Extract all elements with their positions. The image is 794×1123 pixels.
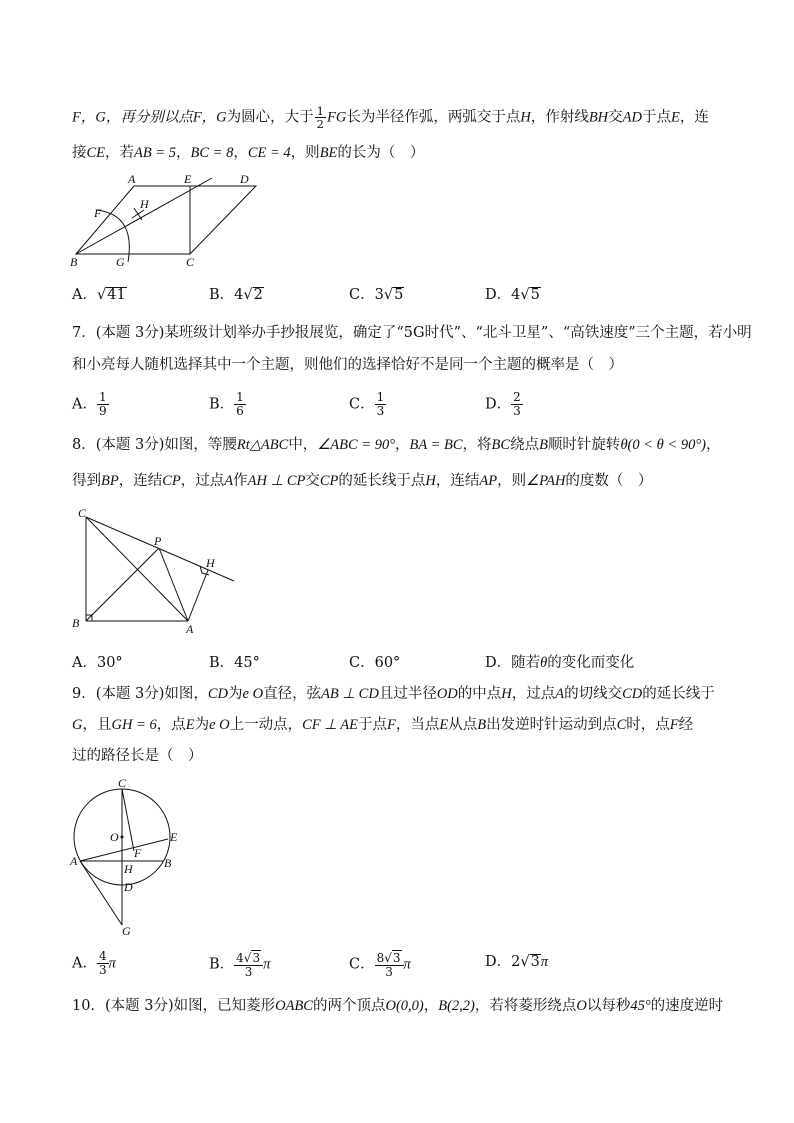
sqrt-icon: √: [243, 287, 253, 303]
q6-l1-f: H: [520, 109, 531, 126]
q9-opt-c-coef: 8: [376, 951, 385, 965]
q7-option-a[interactable]: [72, 391, 109, 418]
q6-opt-a-label: A．: [72, 287, 97, 303]
q8-opt-d-post: 的变化而变化: [547, 655, 635, 671]
q9-option-d[interactable]: [485, 950, 548, 974]
q6-l2-d: AB = 5: [134, 145, 177, 161]
q7-opt-b-num: 1: [236, 390, 244, 404]
q9-label-b: B: [164, 856, 172, 870]
q6-l2-f: BC = 8: [190, 145, 234, 161]
q9-opt-c-label: C．: [349, 956, 375, 973]
q8-opt-c-value: 60°: [374, 655, 401, 671]
q9-opt-c-frac: [375, 950, 404, 979]
q8-l1-e: ，: [395, 437, 410, 453]
q7-opt-b-label: B．: [209, 396, 235, 413]
q10-j: 45°: [630, 998, 651, 1014]
q10-text-line-1: [72, 995, 723, 1017]
q6-label-b: B: [70, 255, 78, 268]
q6-l1-l: E: [671, 109, 680, 126]
q9-l1-l: A: [555, 686, 565, 702]
q9-tangent-ag: [80, 861, 122, 925]
q6-label-g: G: [116, 255, 125, 268]
q9-label-o: O: [110, 830, 119, 844]
q9-option-c[interactable]: [349, 950, 411, 979]
q8-opt-a-label: A．: [72, 655, 97, 671]
q6-option-b[interactable]: [209, 283, 264, 307]
q8-label-a: A: [186, 622, 194, 635]
q6-l1-m: ，连: [679, 109, 709, 126]
q9-label-e: E: [170, 830, 178, 844]
q8-opt-b-label: B．: [209, 655, 235, 671]
q9-opt-b-num: [234, 950, 263, 966]
q9-l1-c: 为: [228, 686, 243, 702]
q6-l1-i: 交: [608, 109, 623, 126]
q7-option-d[interactable]: [485, 391, 523, 418]
q9-opt-b-den: 3: [244, 965, 253, 979]
q8-l1-d: ∠ABC = 90°: [317, 437, 396, 453]
q9-l2-n: 从点: [448, 717, 478, 733]
q9-label-f: F: [134, 846, 142, 860]
q10-b: OABC: [275, 998, 313, 1014]
sqrt-icon: √: [520, 287, 530, 303]
q8-l1-k: 顺时针旋转: [547, 437, 621, 453]
q6-l2-a: 接: [72, 145, 87, 161]
q8-option-a[interactable]: [72, 651, 123, 675]
q8-text-line-1: [72, 434, 720, 456]
q8-l2-n: AP: [479, 473, 498, 489]
q8-l1-l: θ(0 < θ < 90°): [620, 437, 706, 453]
q6-opt-a-radicand: 41: [107, 287, 126, 303]
q8-opt-d-label: D．: [485, 655, 512, 671]
q9-l1-n: CD: [622, 686, 643, 702]
q9-label-g: G: [122, 924, 131, 937]
q6-parallelogram: [76, 186, 256, 254]
q9-opt-a-frac: [97, 950, 109, 977]
q9-l1-b: CD: [207, 686, 229, 702]
q6-l1-k: 于点: [642, 109, 672, 126]
q9-opt-d-label: D．: [485, 954, 512, 970]
q9-opt-c-radicand: 3: [392, 951, 401, 965]
q6-l2-h: CE = 4: [247, 145, 291, 161]
q6-opt-b-radicand: 2: [253, 287, 263, 303]
q9-option-b[interactable]: [209, 950, 270, 979]
q9-opt-b-coef: 4: [236, 951, 244, 965]
q8-l1-m: ，: [705, 437, 721, 453]
q6-label-h: H: [140, 197, 149, 211]
q10-h: O: [576, 998, 587, 1014]
q9-l1-o: 的延长线于: [642, 686, 715, 702]
q6-opt-d-label: D．: [485, 287, 512, 303]
q7-option-b[interactable]: [209, 391, 246, 418]
q9-l2-e: E: [185, 717, 195, 733]
sqrt-icon: √: [96, 287, 107, 303]
q7-opt-a-den: 9: [98, 404, 107, 418]
q8-l2-e: ，过点: [180, 473, 225, 489]
sqrt-icon: √: [243, 951, 252, 965]
q8-l2-p: ∠PAH: [526, 473, 566, 489]
q10-k: 的速度逆时: [650, 998, 724, 1014]
q8-label-p: P: [154, 534, 162, 548]
q7-opt-a-frac: [97, 391, 109, 418]
q10-g: ，若将菱形绕点: [474, 998, 577, 1014]
q9-l2-g: e O: [209, 717, 230, 733]
q6-opt-d-radicand: 5: [530, 287, 540, 303]
q7-opt-c-frac: [375, 391, 387, 418]
q9-opt-c-num: [375, 950, 404, 966]
q7-opt-d-label: D．: [485, 396, 512, 413]
sqrt-icon: √: [520, 954, 530, 970]
q9-l2-r: 时，点: [626, 717, 670, 733]
q8-opt-d-theta: θ: [540, 655, 548, 671]
q6-frac-den: 2: [316, 117, 324, 131]
q9-l1-f: AB ⊥ CD: [321, 686, 379, 702]
q9-l2-j: 于点: [358, 717, 387, 733]
q6-label-d: D: [240, 172, 249, 186]
q8-label-h: H: [206, 556, 215, 570]
q9-l2-k: F: [387, 717, 396, 733]
q8-l1-i: 绕点: [510, 437, 540, 453]
q6-text-line-2: [72, 142, 424, 164]
q10-d: O(0,0): [385, 998, 424, 1014]
q9-l2-f: 为: [194, 717, 210, 733]
q9-l2-b: ，且: [82, 717, 112, 733]
q6-fraction-half: [315, 105, 326, 130]
q8-text-line-2: [72, 470, 652, 492]
q9-opt-b-label: B．: [209, 956, 235, 973]
q6-l2-i: ，则: [290, 145, 320, 161]
q9-l2-m: E: [439, 717, 449, 733]
q6-l1-j: AD: [622, 109, 643, 126]
q9-opt-c-pi: π: [403, 956, 411, 973]
q6-opt-c-coef: 3: [374, 287, 384, 303]
q8-l2-m: ，连结: [435, 473, 480, 489]
q6-opt-b-label: B．: [209, 287, 235, 303]
q8-l2-h: AH ⊥ CP: [247, 473, 306, 489]
q7-opt-d-frac: [511, 391, 523, 418]
q6-opt-b-coef: 4: [234, 287, 244, 303]
q9-opt-b-pi: π: [263, 956, 271, 973]
q9-l1-m: 的切线交: [564, 686, 623, 702]
q9-l1-j: H: [501, 686, 512, 702]
q9-label-h: H: [124, 862, 133, 876]
q8-option-b[interactable]: [209, 651, 260, 675]
q8-l2-k: 的延长线于点: [338, 473, 426, 489]
q6-l2-g: ，: [233, 145, 248, 161]
q7-text-line-2: 和小亮每人随机选择其中一个主题，则他们的选择恰好不是同一个主题的概率是（ ）: [72, 357, 623, 373]
q6-l1-c: 为圆心，大于: [226, 109, 314, 126]
q8-l1-g: ，将: [462, 437, 492, 453]
q9-l2-c: GH = 6: [111, 717, 157, 733]
q9-l1-k: ，过点: [511, 686, 556, 702]
q6-l2-b: CE: [86, 145, 106, 161]
q7-opt-b-frac: [234, 391, 246, 418]
q9-opt-b-radicand: 3: [252, 951, 261, 965]
q6-frac-num: 1: [316, 104, 324, 118]
q9-segment-cf: [122, 789, 134, 851]
q8-l1-h: BC: [491, 437, 511, 453]
q6-opt-d-coef: 4: [511, 287, 521, 303]
q7-text-line-1: 7．(本题 3分)某班级计划举办手抄报展览，确定了“5G时代”、“北斗卫星”、“高铁速度”三个主题，若小明: [72, 325, 752, 341]
q8-l2-q: 的度数（ ）: [565, 473, 653, 489]
q6-options: [72, 283, 732, 307]
q9-l1-i: 的中点: [457, 686, 502, 702]
q9-l2-i: CF ⊥ AE: [302, 717, 358, 733]
q7-opt-a-label: A．: [72, 396, 97, 413]
q9-l2-a: G: [72, 717, 83, 733]
q6-label-a: A: [128, 172, 136, 186]
q8-l2-d: CP: [162, 473, 181, 489]
q6-l1-h: BH: [588, 109, 609, 126]
q6-label-c: C: [186, 255, 195, 268]
q9-opt-d-pi: π: [540, 954, 549, 970]
q10-f: B(2,2): [438, 998, 475, 1014]
q9-opt-a-den: 3: [98, 963, 107, 977]
q9-l2-s: F: [669, 717, 679, 733]
q8-opt-b-value: 45°: [234, 655, 260, 671]
q9-label-c: C: [118, 777, 127, 790]
q9-text-line-2: [72, 714, 693, 736]
q6-l1-a: F，G，再分别以点: [72, 109, 193, 126]
sqrt-icon: √: [383, 287, 394, 303]
q7-opt-c-den: 3: [376, 404, 385, 418]
q9-text-line-1: [72, 683, 715, 705]
q10-a: 10．(本题 3分)如图，已知菱形: [72, 998, 276, 1014]
q9-l1-e: 直径，弦: [263, 686, 322, 702]
q9-l2-d: ，点: [156, 717, 186, 733]
q6-l2-e: ，: [176, 145, 191, 161]
q8-l1-j: B: [539, 437, 548, 453]
q9-opt-a-pi: π: [108, 955, 116, 972]
q8-triangle-figure: [68, 505, 243, 635]
q6-text-line-1: [72, 105, 709, 130]
q9-l1-d: e O: [242, 686, 264, 702]
q8-l1-c: 中，: [288, 437, 318, 453]
q6-l2-j: BE: [319, 145, 338, 161]
q6-label-e: E: [184, 172, 192, 186]
q8-segment-ah: [188, 570, 208, 621]
q7-option-c[interactable]: [349, 391, 386, 418]
q9-options: [72, 950, 732, 980]
sqrt-icon: √: [384, 951, 392, 965]
q9-l2-l: ，当点: [395, 717, 440, 733]
q9-l2-o: B: [477, 717, 487, 733]
q9-l2-p: 出发逆时针运动到点: [486, 717, 617, 733]
q9-option-a[interactable]: [72, 950, 116, 977]
q6-option-c[interactable]: [349, 283, 404, 307]
q8-l2-a: 得到: [72, 473, 101, 489]
q6-opt-c-radicand: 5: [394, 287, 404, 303]
q9-center-dot: [121, 836, 124, 839]
q8-l1-b: Rt△ABC: [236, 437, 289, 453]
q8-option-c[interactable]: [349, 651, 400, 675]
q9-text-line-3: 过的路径长是（ ）: [72, 748, 203, 764]
q7-options: [72, 391, 732, 421]
q7-opt-b-den: 6: [236, 404, 244, 418]
q8-options: [72, 651, 732, 675]
q9-l2-t: 经: [678, 717, 694, 733]
q10-e: ，: [423, 998, 439, 1014]
q9-opt-a-num: 4: [98, 949, 107, 963]
q6-label-f: F: [94, 206, 102, 220]
q6-l1-b: F，G: [192, 109, 227, 126]
q8-opt-c-label: C．: [349, 655, 375, 671]
q8-l2-o: ，则: [497, 473, 527, 489]
q6-l2-k: 的长为（ ）: [337, 145, 425, 161]
q8-segment-bp: [86, 548, 159, 621]
q6-l1-d: FG: [327, 109, 347, 126]
q6-parallelogram-figure: [66, 170, 266, 268]
q10-c: 的两个顶点: [312, 998, 386, 1014]
q9-segment-ae: [80, 839, 168, 861]
q8-l2-l: H: [425, 473, 436, 489]
q8-l2-f: A: [224, 473, 234, 489]
q7-opt-a-num: 1: [98, 390, 107, 404]
q9-opt-a-label: A．: [72, 955, 97, 972]
q8-l2-j: CP: [319, 473, 339, 489]
q8-option-d[interactable]: [485, 651, 634, 675]
q9-l2-h: 上一动点，: [229, 717, 303, 733]
q9-circle-figure: [64, 777, 194, 937]
q9-opt-c-den: 3: [385, 965, 393, 979]
q8-line-cp-extended: [86, 517, 234, 581]
q9-l1-g: 且过半径: [378, 686, 437, 702]
q8-l1-f: BA = BC: [409, 437, 463, 453]
q6-option-d[interactable]: [485, 283, 541, 307]
q8-l2-c: ，连结: [118, 473, 163, 489]
q8-label-c: C: [78, 506, 87, 520]
q9-l1-h: OD: [436, 686, 458, 702]
q8-l2-b: BP: [101, 473, 119, 489]
q9-label-a: A: [70, 854, 78, 868]
q6-opt-c-label: C．: [349, 287, 375, 303]
q8-l2-i: 交: [305, 473, 320, 489]
q7-opt-d-den: 3: [513, 404, 521, 418]
q7-opt-c-label: C．: [349, 396, 375, 413]
q7-opt-c-num: 1: [376, 390, 385, 404]
q7-opt-d-num: 2: [513, 390, 521, 404]
q10-i: 以每秒: [586, 998, 631, 1014]
q9-opt-d-coef: 2: [511, 954, 521, 970]
q9-opt-b-frac: [234, 950, 263, 979]
q8-label-b: B: [72, 616, 80, 630]
q9-l2-q: C: [616, 717, 627, 733]
q8-opt-d-pre: 随若: [511, 655, 541, 671]
q6-l2-c: ，若: [105, 145, 135, 161]
q9-l1-a: 9．(本题 3分)如图，: [72, 686, 208, 702]
q8-l1-a: 8．(本题 3分)如图，等腰: [72, 437, 237, 453]
q8-opt-a-value: 30°: [96, 655, 123, 671]
q6-l1-e: 长为半径作弧，两弧交于点: [346, 109, 521, 126]
q6-option-a[interactable]: [72, 283, 127, 307]
q6-l1-g: ，作射线: [530, 109, 589, 126]
q9-opt-d-radicand: 3: [530, 954, 540, 970]
q8-l2-g: 作: [233, 473, 248, 489]
q9-label-d: D: [124, 880, 133, 894]
